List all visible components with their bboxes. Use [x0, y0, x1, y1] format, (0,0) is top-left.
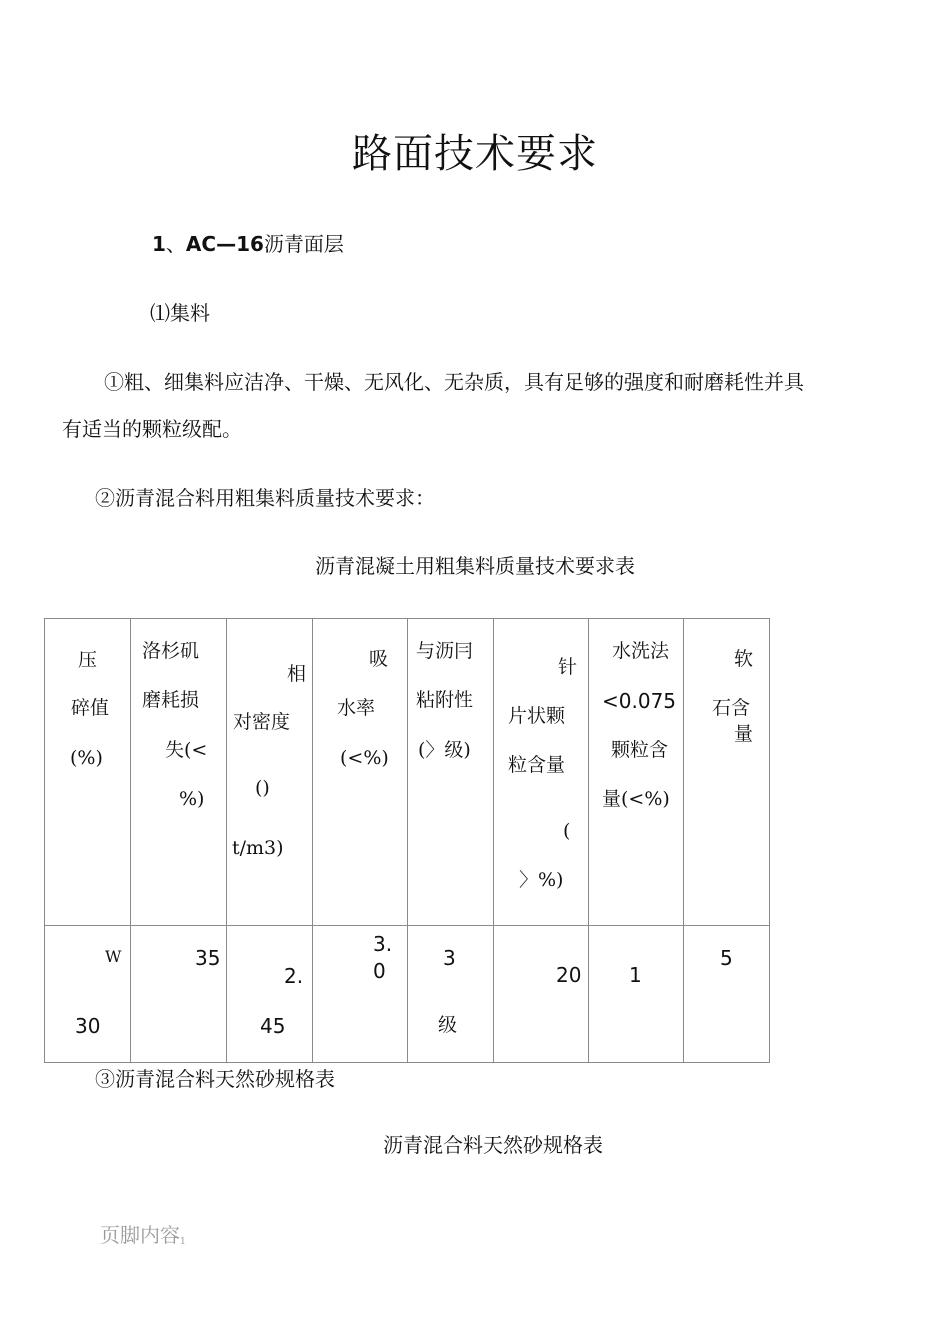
header-text: 粘附性	[416, 689, 474, 711]
page-footer	[100, 1219, 186, 1248]
value-text: 5	[720, 946, 733, 970]
header-text: 对密度	[233, 711, 291, 733]
header-text: 洛杉矶	[142, 640, 200, 662]
header-text: 与沥冃	[416, 640, 474, 662]
header-cell-crush	[45, 619, 131, 926]
section-code: AC—16	[185, 232, 264, 256]
section-name: 沥青面层	[263, 232, 344, 256]
header-text: (<%)	[340, 747, 389, 769]
header-cell-flaky	[494, 619, 589, 926]
value-text: 3.	[373, 932, 393, 956]
header-text: 磨耗损	[142, 689, 200, 711]
value-cell-absorption	[313, 926, 408, 1063]
header-text: 石含	[712, 697, 751, 719]
header-text: 针	[558, 656, 578, 678]
header-text: %)	[179, 788, 205, 810]
value-cell-fines	[589, 926, 684, 1063]
header-text: 压	[78, 649, 98, 671]
section-separator: 、	[165, 232, 186, 256]
value-text: 3	[443, 946, 456, 970]
header-text: <0.075	[602, 689, 677, 713]
paragraph-2: ②沥青混合料用粗集料质量技术要求：	[95, 486, 435, 510]
paragraph-1-line-1: ①粗、细集料应洁净、干燥、无风化、无杂质，具有足够的强度和耐磨耗性并具	[104, 370, 804, 394]
value-text: 1	[629, 963, 642, 987]
header-cell-abrasion	[131, 619, 227, 926]
footer-text: 页脚内容	[100, 1223, 180, 1247]
header-text: ()	[255, 777, 270, 799]
table-header-row	[45, 619, 770, 926]
value-text: 45	[260, 1014, 286, 1038]
header-text: 〉%)	[519, 869, 564, 891]
header-text: 粒含量	[508, 754, 566, 776]
aggregate-spec-table	[44, 618, 770, 1063]
header-cell-fines	[589, 619, 684, 926]
header-text: 片状颗	[508, 705, 566, 727]
page-title: 路面技术要求	[352, 131, 598, 177]
header-text: t/m3)	[232, 837, 284, 859]
header-cell-density	[227, 619, 313, 926]
paragraph-3: ③沥青混合料天然砂规格表	[95, 1067, 335, 1091]
value-text: 2.	[284, 964, 304, 988]
value-text: 30	[75, 1014, 101, 1038]
value-text: 35	[195, 946, 221, 970]
value-text: W	[105, 947, 122, 966]
value-cell-abrasion	[131, 926, 227, 1063]
header-cell-soft-stone	[684, 619, 770, 926]
header-text: 水洗法	[612, 640, 670, 662]
paragraph-1-line-2: 有适当的颗粒级配。	[62, 417, 242, 441]
section-heading	[152, 228, 344, 257]
header-text: 碎值	[71, 697, 110, 719]
table-1-caption: 沥青混凝土用粗集料质量技术要求表	[315, 554, 635, 578]
section-number: 1	[152, 232, 166, 256]
header-text: 水率	[337, 697, 376, 719]
header-cell-absorption	[313, 619, 408, 926]
subsection-heading: ⑴集料	[150, 301, 210, 325]
header-cell-adhesion	[408, 619, 494, 926]
value-cell-density	[227, 926, 313, 1063]
value-text: 级	[438, 1014, 458, 1036]
value-cell-crush	[45, 926, 131, 1063]
header-text: 相	[287, 663, 307, 685]
header-text: 软	[734, 648, 754, 670]
header-text: 量	[734, 723, 754, 745]
value-cell-flaky	[494, 926, 589, 1063]
header-text: 失(<	[165, 739, 208, 761]
value-text: 0	[373, 959, 386, 983]
value-cell-soft-stone	[684, 926, 770, 1063]
table-2-caption: 沥青混合料天然砂规格表	[383, 1133, 603, 1157]
header-text: 吸	[369, 648, 389, 670]
header-text: (	[563, 820, 571, 842]
header-text: 颗粒含	[611, 739, 669, 761]
value-text: 20	[556, 963, 582, 987]
table-value-row	[45, 926, 770, 1063]
page-number: 1	[180, 1237, 186, 1247]
header-text: (%)	[70, 747, 103, 769]
header-text: 量(<%)	[602, 788, 670, 810]
value-cell-adhesion	[408, 926, 494, 1063]
header-text: (〉级)	[418, 739, 471, 761]
